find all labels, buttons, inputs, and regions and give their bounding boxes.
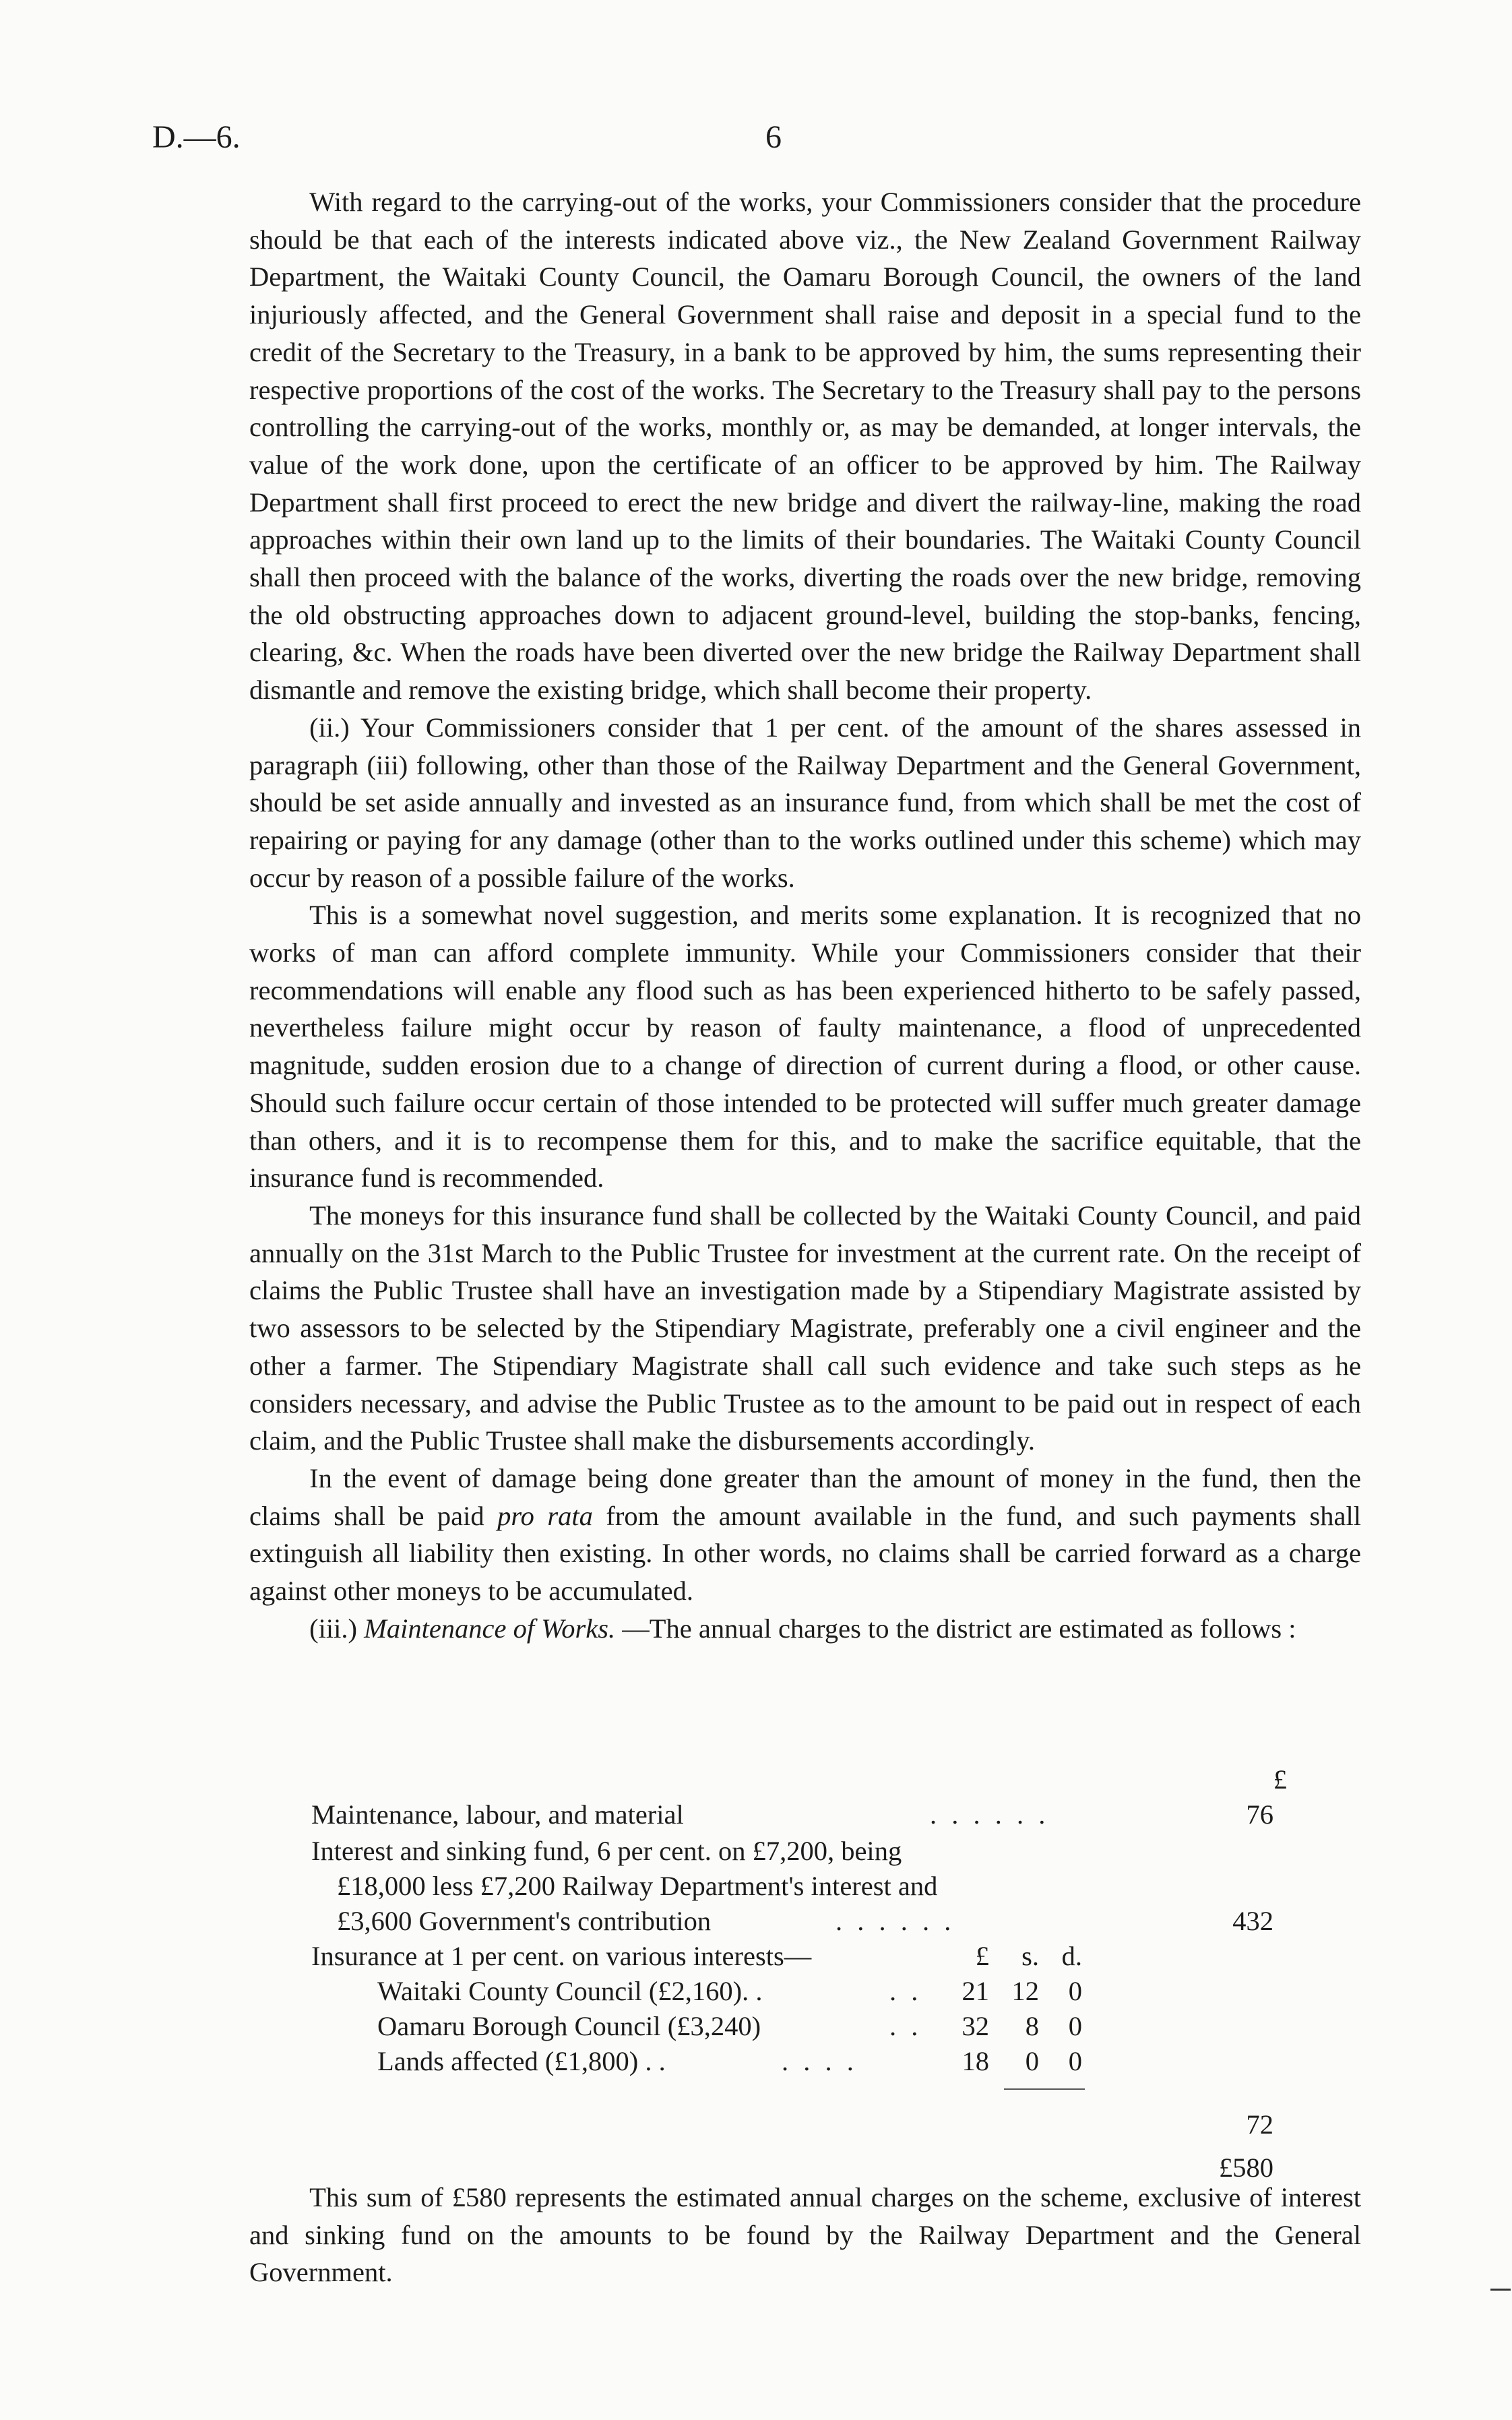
para6-number: (iii.) xyxy=(309,1613,365,1644)
insurance-item-row xyxy=(249,2009,1361,2044)
interest-label-line3: £3,600 Government's contribution xyxy=(337,1906,712,1936)
closing-paragraph-text: This sum of £580 represents the estimated annual charges on the scheme, exclusive of interest and sinking fund on the amounts to be found by the Railway Department and the General Government. xyxy=(249,2182,1361,2288)
interest-label-line2: £18,000 less £7,200 Railway Department's interest and xyxy=(337,1871,938,1901)
insurance-item-shillings: 8 xyxy=(1025,2011,1039,2041)
insurance-item-pence: 0 xyxy=(1068,1976,1082,2006)
insurance-item-row xyxy=(249,1974,1361,2009)
insurance-item-label: Oamaru Borough Council (£3,240) xyxy=(377,2011,761,2041)
paragraph-maintenance-heading xyxy=(249,1610,1361,1648)
insurance-item-label: Waitaki County Council (£2,160). . xyxy=(377,1976,763,2006)
para5-text-end: from the amount available in the fund, and such payments shall extinguish all liability then existing. In other words, no claims shall be carried forward as a charge against other moneys to be accumulated. xyxy=(249,1500,1362,1607)
document-reference: D.—6. xyxy=(152,119,241,155)
insurance-total-amount: 72 xyxy=(1246,2109,1273,2140)
interest-row-line1 xyxy=(249,1834,1361,1869)
insurance-total-row xyxy=(249,2107,1361,2142)
insurance-item-shillings: 12 xyxy=(1011,1976,1039,2006)
interest-label-line1: Interest and sinking fund, 6 per cent. on £7,200, being xyxy=(311,1836,902,1866)
maintenance-label: Maintenance, labour, and material xyxy=(311,1799,684,1830)
insurance-item-pounds: 18 xyxy=(962,2046,989,2076)
pro-rata-italic: pro rata xyxy=(497,1500,593,1531)
closing-paragraph xyxy=(249,2179,1361,2291)
maintenance-row xyxy=(249,1797,1361,1832)
maintenance-of-works-italic: Maintenance of Works. xyxy=(364,1613,616,1644)
insurance-item-dots: . . xyxy=(889,2011,922,2041)
pounds-column-label: £ xyxy=(975,1941,989,1971)
pence-column-label: d. xyxy=(1061,1941,1082,1971)
insurance-item-pence: 0 xyxy=(1068,2011,1082,2041)
insurance-item-shillings: 0 xyxy=(1025,2046,1039,2076)
insurance-item-label: Lands affected (£1,800) . . xyxy=(377,2046,666,2076)
shillings-column-label: s. xyxy=(1021,1941,1039,1971)
page-number: 6 xyxy=(765,119,782,155)
insurance-label: Insurance at 1 per cent. on various interests— xyxy=(311,1941,812,1971)
interest-dots: . . . . . . xyxy=(836,1906,955,1936)
insurance-item-pence: 0 xyxy=(1068,2046,1082,2076)
margin-mark xyxy=(1490,2289,1511,2291)
interest-amount: 432 xyxy=(1232,1906,1273,1936)
para5-text-start: In the event of damage being done greater than the amount of money in the fund, then the claims shall be paid xyxy=(249,1462,1361,1531)
maintenance-amount: 76 xyxy=(1246,1799,1273,1830)
body-text xyxy=(249,183,1361,1647)
paragraph-moneys-collection: The moneys for this insurance fund shall be collected by the Waitaki County Council, and paid annually on the 31st March to the Public Trustee for investment at the current rate. On the receipt of claims the Public Trustee shall have an investigation made by a Stipendiary Magistrate assisted by two assessors to be selected by the Stipendiary Magistrate, preferably one a civil engineer and the other a farmer. The Stipendiary Magistrate shall call such evidence and take such steps as he considers necessary, and advise the Public Trustee as to the amount to be paid out in respect of each claim, and the Public Trustee shall make the disbursements accordingly. xyxy=(249,1200,1361,1456)
insurance-item-pounds: 21 xyxy=(962,1976,989,2006)
insurance-item-pounds: 32 xyxy=(962,2011,989,2041)
paragraph-insurance-fund: (ii.) Your Commissioners consider that 1 per cent. of the amount of the shares assessed in paragraph (iii) following, other than those of the Railway Department and the General Government, should be set aside annually and invested as an insurance fund, from which shall be met the cost of repairing or paying for any damage (other than to the works outlined under this scheme) which may occur by reason of a possible failure of the works. xyxy=(249,712,1361,893)
maintenance-dots: . . . . . . xyxy=(930,1799,1050,1830)
grand-total-amount: £580 xyxy=(1219,2152,1273,2183)
insurance-item-dots: . . xyxy=(889,1976,922,2006)
paragraph-carrying-out: With regard to the carrying-out of the works, your Commissioners consider that the procedure should be that each of the interests indicated above viz., the New Zealand Government Railway Department, the Waitaki County Council, the Oamaru Borough Council, the owners of the land injuriously affected, and the General Government shall raise and deposit in a special fund to the credit of the Secretary to the Treasury, in a bank to be approved by him, the sums representing their respective proportions of the cost of the works. The Secretary to the Treasury shall pay to the persons controlling the carrying-out of the works, monthly or, as may be demanded, at longer intervals, the value of the work done, upon the certificate of an officer to be approved by him. The Railway Department shall first proceed to erect the new bridge and divert the railway-line, making the road approaches within their own land up to the limits of their boundaries. The Waitaki County Council shall then proceed with the balance of the works, diverting the roads over the new bridge, removing the old obstructing approaches down to adjacent ground-level, building the stop-banks, fencing, clearing, &c. When the roads have been diverted over the new bridge the Railway Department shall dismantle and remove the existing bridge, which shall become their property. xyxy=(249,187,1361,706)
paragraph-pro-rata xyxy=(249,1460,1361,1610)
insurance-item-dots: . . . . xyxy=(782,2046,858,2076)
insurance-item-row xyxy=(249,2044,1361,2079)
pound-column-header: £ xyxy=(1273,1764,1287,1795)
interest-row-line3 xyxy=(249,1904,1361,1939)
subtotal-rule xyxy=(1004,2088,1085,2090)
insurance-row xyxy=(249,1939,1361,1974)
para6-text: —The annual charges to the district are estimated as follows : xyxy=(615,1613,1296,1644)
paragraph-explanation: This is a somewhat novel suggestion, and merits some explanation. It is recognized that no works of man can afford complete immunity. While your Commissioners consider that their recommendations will enable any flood such as has been experienced hitherto to be safely passed, nevertheless failure might occur by reason of faulty maintenance, a flood of unprecedented magnitude, sudden erosion due to a change of direction of current during a flood, or other cause. Should such failure occur certain of those intended to be protected will suffer much greater damage than others, and it is to recompense them for this, and to make the sacrifice equitable, that the insurance fund is recommended. xyxy=(249,900,1361,1193)
interest-row-line2 xyxy=(249,1869,1361,1904)
